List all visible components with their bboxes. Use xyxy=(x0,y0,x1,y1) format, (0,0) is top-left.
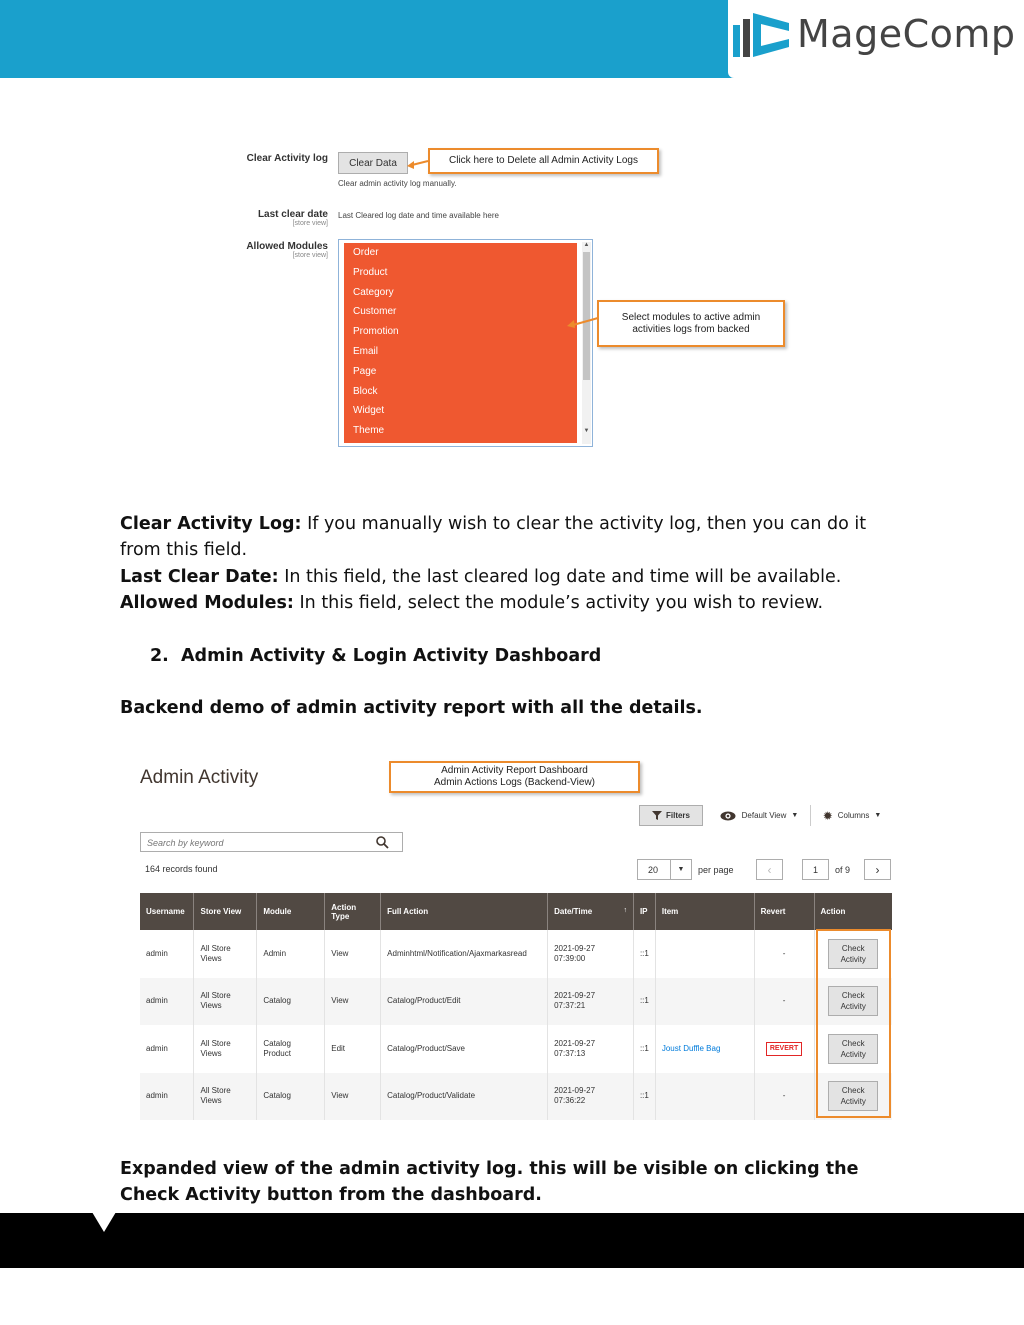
module-option[interactable]: Product xyxy=(353,266,388,278)
cell-store-view: All Store Views xyxy=(194,930,257,978)
cell-ip: ::1 xyxy=(633,1025,655,1073)
cell-item xyxy=(655,978,754,1026)
sort-arrow-icon: ↑ xyxy=(623,907,627,914)
column-header[interactable]: Module xyxy=(257,893,325,930)
cell-full-action: Catalog/Product/Save xyxy=(381,1025,548,1073)
allowed-modules-description: In this field, select the module’s activity you wish to review. xyxy=(293,593,824,613)
cell-time: 07:36:22 xyxy=(554,1096,586,1106)
module-option[interactable]: Promotion xyxy=(353,326,399,338)
section-heading: Admin Activity & Login Activity Dashboard xyxy=(181,646,602,666)
scroll-up-icon[interactable]: ▲ xyxy=(583,242,590,248)
cell-date: 2021-09-27 xyxy=(554,991,596,1001)
modules-callout: Select modules to active admin activities logs from backed xyxy=(597,300,785,347)
check-activity-line2: Activity xyxy=(840,1049,866,1059)
check-activity-line1: Check xyxy=(841,1086,865,1096)
magecomp-logo-icon xyxy=(733,13,789,57)
allowed-modules-label xyxy=(188,241,328,259)
table-row xyxy=(140,930,892,978)
clear-note: Clear admin activity log manually. xyxy=(338,179,457,188)
page-size-value: 20 xyxy=(648,864,659,875)
default-view-dropdown[interactable] xyxy=(716,805,802,826)
last-clear-note: Last Cleared log date and time available here xyxy=(338,211,499,220)
clear-data-button[interactable]: Clear Data xyxy=(338,152,408,174)
cell-date-time xyxy=(548,930,634,978)
cell-ip: ::1 xyxy=(633,978,655,1026)
column-header[interactable]: Store View xyxy=(194,893,257,930)
table-row xyxy=(140,978,892,1026)
eye-icon xyxy=(720,811,736,821)
cell-full-action: Catalog/Product/Validate xyxy=(381,1073,548,1121)
store-view-scope: [store view] xyxy=(292,220,328,227)
check-activity-line1: Check xyxy=(841,991,865,1001)
expanded-view-heading: Expanded view of the admin activity log. this will be visible on clicking the Check Activity button from the dashboard. xyxy=(120,1159,859,1205)
footer-band xyxy=(0,1213,1024,1268)
filters-label: Filters xyxy=(665,811,690,820)
allowed-modules-paragraph xyxy=(120,590,910,616)
search-icon[interactable] xyxy=(376,836,389,849)
allowed-modules-text: Allowed Modules xyxy=(246,241,328,252)
column-header[interactable]: Full Action xyxy=(381,893,548,930)
table-row xyxy=(140,1025,892,1073)
cell-date: 2021-09-27 xyxy=(554,1086,596,1096)
cell-module: Catalog xyxy=(257,1073,325,1121)
cell-revert xyxy=(754,1025,814,1073)
cell-username: admin xyxy=(140,978,194,1026)
cell-item xyxy=(655,1025,754,1073)
cell-date-time xyxy=(548,978,634,1026)
cell-date: 2021-09-27 xyxy=(554,1038,596,1048)
modules-list xyxy=(344,243,577,443)
cell-item xyxy=(655,930,754,978)
cell-username: admin xyxy=(140,1073,194,1121)
logo-text: MageComp xyxy=(797,12,1016,56)
dashboard-callout-line1: Admin Activity Report Dashboard xyxy=(441,765,588,776)
filters-button[interactable] xyxy=(639,805,703,826)
grid-header-row xyxy=(140,893,892,930)
scroll-down-icon[interactable]: ▼ xyxy=(583,428,590,434)
module-option[interactable]: Customer xyxy=(353,306,397,318)
chevron-down-icon: ▼ xyxy=(874,812,882,819)
table-row xyxy=(140,1073,892,1121)
page-number-input[interactable]: 1 xyxy=(802,859,829,880)
cell-full-action: Adminhtml/Notification/Ajaxmarkasread xyxy=(381,930,548,978)
clear-activity-log-label: Clear Activity log xyxy=(246,153,328,164)
chevron-down-icon[interactable]: ▼ xyxy=(670,860,691,879)
item-link[interactable]: Joust Duffle Bag xyxy=(661,1043,721,1053)
dashboard-callout xyxy=(389,761,640,793)
filter-icon xyxy=(652,811,662,820)
clear-activity-log-description: If you manually wish to clear the activity log, then you can do it from this field. xyxy=(120,514,867,560)
revert-button[interactable]: REVERT xyxy=(766,1042,802,1056)
total-pages: of 9 xyxy=(835,865,851,875)
last-clear-date-description: In this field, the last cleared log date and time will be available. xyxy=(278,567,842,587)
cell-store-view: All Store Views xyxy=(194,978,257,1026)
module-option[interactable]: Block xyxy=(353,385,378,397)
column-header[interactable]: Revert xyxy=(754,893,814,930)
dashboard-callout-line2: Admin Actions Logs (Backend-View) xyxy=(433,777,595,788)
demo-heading: Backend demo of admin activity report with all the details. xyxy=(120,698,703,718)
check-activity-line1: Check xyxy=(841,1038,865,1048)
cell-store-view: All Store Views xyxy=(194,1025,257,1073)
last-clear-date-paragraph xyxy=(120,564,910,590)
cell-ip: ::1 xyxy=(633,1073,655,1121)
last-clear-date-label xyxy=(188,209,328,227)
next-page-button[interactable] xyxy=(864,859,891,880)
last-clear-date-text: Last clear date xyxy=(257,209,328,220)
allowed-modules-select[interactable] xyxy=(338,239,593,447)
module-option[interactable]: Theme xyxy=(353,425,385,437)
cell-module: Catalog Product xyxy=(257,1025,325,1073)
column-header[interactable]: Action Type xyxy=(325,893,381,930)
search-field[interactable] xyxy=(140,832,403,852)
cell-date-time xyxy=(548,1025,634,1073)
check-activity-line2: Activity xyxy=(840,1002,866,1012)
term-last-clear-date: Last Clear Date: xyxy=(120,567,279,587)
page-title: Admin Activity xyxy=(140,767,259,788)
term-allowed-modules: Allowed Modules: xyxy=(120,593,294,613)
cell-action-type: View xyxy=(325,1073,381,1121)
column-header[interactable]: Action xyxy=(814,893,892,930)
callout-arrow-icon xyxy=(564,314,600,330)
module-option[interactable]: Widget xyxy=(353,405,385,417)
search-input[interactable] xyxy=(147,836,367,849)
module-option[interactable]: Page xyxy=(353,365,377,377)
cell-action-type: View xyxy=(325,930,381,978)
term-clear-activity-log: Clear Activity Log: xyxy=(120,514,302,534)
check-activity-line2: Activity xyxy=(840,954,866,964)
cell-module: Catalog xyxy=(257,978,325,1026)
records-count: 164 records found xyxy=(145,864,218,874)
clear-activity-log-paragraph xyxy=(120,511,910,563)
page-size-select[interactable] xyxy=(637,859,692,880)
cell-date: 2021-09-27 xyxy=(554,943,596,953)
column-header-label: Date/Time xyxy=(554,907,593,916)
columns-label: Columns xyxy=(837,811,870,820)
cell-time: 07:37:13 xyxy=(554,1048,586,1058)
per-page-label: per page xyxy=(698,865,734,875)
chevron-right-icon: › xyxy=(875,862,880,877)
clear-data-callout: Click here to Delete all Admin Activity Logs xyxy=(428,148,659,174)
gear-icon: ✹ xyxy=(822,808,833,823)
column-header[interactable]: IP xyxy=(633,893,655,930)
action-column-highlight xyxy=(816,929,891,1118)
column-header[interactable]: Item xyxy=(655,893,754,930)
module-option[interactable]: Email xyxy=(353,345,379,357)
default-view-label: Default View xyxy=(741,811,787,820)
chevron-down-icon: ▼ xyxy=(791,812,799,819)
cell-time: 07:39:00 xyxy=(554,953,586,963)
cell-action-type: Edit xyxy=(325,1025,381,1073)
section-number: 2. xyxy=(150,646,169,666)
cell-ip: ::1 xyxy=(633,930,655,978)
cell-module: Admin xyxy=(257,930,325,978)
cell-time: 07:37:21 xyxy=(554,1001,586,1011)
module-option[interactable]: Category xyxy=(353,286,394,298)
toolbar-divider xyxy=(810,805,811,826)
cell-revert: - xyxy=(754,930,814,978)
columns-dropdown[interactable] xyxy=(817,805,887,826)
cell-username: admin xyxy=(140,930,194,978)
column-header[interactable]: Username xyxy=(140,893,194,930)
modules-scrollbar[interactable] xyxy=(582,242,591,444)
check-activity-line2: Activity xyxy=(840,1097,866,1107)
cell-date-time xyxy=(548,1073,634,1121)
cell-revert: - xyxy=(754,978,814,1026)
cell-username: admin xyxy=(140,1025,194,1073)
store-view-scope: [store view] xyxy=(292,252,328,259)
cell-item xyxy=(655,1073,754,1121)
prev-page-button[interactable] xyxy=(756,859,783,880)
module-option[interactable]: Order xyxy=(353,247,379,258)
cell-revert: - xyxy=(754,1073,814,1121)
cell-action-type: View xyxy=(325,978,381,1026)
column-header[interactable] xyxy=(548,893,634,930)
cell-full-action: Catalog/Product/Edit xyxy=(381,978,548,1026)
callout-arrow-icon xyxy=(404,158,430,172)
check-activity-line1: Check xyxy=(841,943,865,953)
triangle-pointer-icon xyxy=(92,1212,116,1232)
activity-grid xyxy=(140,893,892,1120)
cell-store-view: All Store Views xyxy=(194,1073,257,1121)
chevron-left-icon: ‹ xyxy=(767,862,772,877)
